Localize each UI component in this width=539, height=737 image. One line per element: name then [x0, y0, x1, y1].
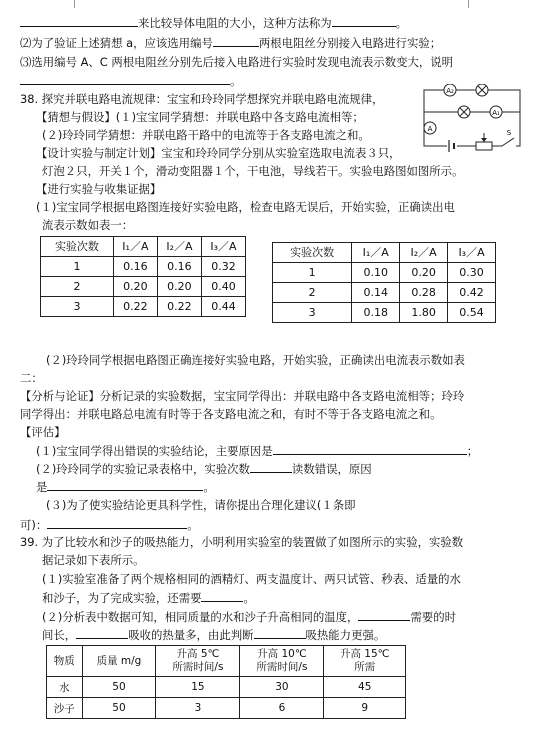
column-header: I₃／A [448, 243, 496, 263]
margin-mark [74, 0, 75, 8]
table-cell: 9 [324, 698, 406, 719]
ammeter-a [424, 122, 436, 134]
table-header-row [273, 243, 496, 263]
text-line: 来比较导体电阻的大小，这种方法称为 。 [20, 14, 407, 31]
column-header: I₂／A [400, 243, 448, 263]
table-cell: 3 [156, 698, 240, 719]
table-cell: 30 [240, 677, 324, 698]
text-line: 可)： 。 [20, 518, 199, 532]
column-header: I₁／A [113, 237, 157, 257]
data-table-1 [40, 236, 246, 317]
text-line: 【评估】 [20, 425, 66, 439]
table-cell: 水 [47, 677, 83, 698]
margin-mark [468, 0, 469, 8]
table-row [273, 303, 496, 323]
table-cell: 0.20 [400, 263, 448, 283]
text-line: (１)宝宝同学根据电路图连接好实验电路，检查电路无误后，开始实验，正确读出电 [36, 200, 455, 214]
table-cell: 3 [41, 297, 114, 317]
table-cell: 0.28 [400, 283, 448, 303]
table-cell: 0.42 [448, 283, 496, 303]
svg-text:A: A [427, 125, 433, 133]
text-line: (２)分析表中数据可知，相同质量的水和沙子升高相同的温度， 需要的时 [42, 610, 457, 624]
text-line: 同学得出：并联电路总电流有时等于各支路电流之和，有时不等于各支路电流之和。 [20, 407, 442, 421]
answer-blank[interactable] [47, 478, 203, 491]
table-cell: 0.54 [448, 303, 496, 323]
text-line: (２)玲玲同学的实验记录表格中，实验次数 读数错误，原因 [36, 462, 372, 476]
table-cell: 0.20 [157, 277, 201, 297]
table-row [273, 283, 496, 303]
table-cell: 0.22 [113, 297, 157, 317]
answer-blank[interactable] [213, 34, 259, 47]
column-header: 物质 [47, 646, 83, 677]
table-cell: 1.80 [400, 303, 448, 323]
answer-blank[interactable] [273, 442, 467, 455]
table-cell: 2 [273, 283, 352, 303]
table-cell: 2 [41, 277, 114, 297]
svg-text:A₁: A₁ [492, 109, 500, 117]
column-header: I₃／A [201, 237, 245, 257]
text-line: 【设计实验与制定计划】宝宝和玲玲同学分别从实验室选取电流表３只， [36, 146, 401, 160]
column-header: 升高 15℃ 所需 [324, 646, 406, 677]
text-line: 【分析与论证】分析记录的实验数据，宝宝同学得出：并联电路中各支路电流相等；玲玲 [20, 389, 465, 403]
table-cell: 0.16 [157, 257, 201, 277]
data-table-3 [46, 645, 406, 719]
table-cell: 0.44 [201, 297, 245, 317]
text-line: 灯泡２只，开关１个，滑动变阻器１个，干电池，导线若干。实验电路图如图所示。 [42, 164, 464, 178]
table-cell: 1 [41, 257, 114, 277]
text-line: 二： [20, 371, 43, 385]
circuit-diagram [420, 84, 524, 156]
table-cell: 1 [273, 263, 352, 283]
question-38-text: 38. 探究并联电路电流规律：宝宝和玲玲同学想探究并联电路电流规律， [20, 92, 384, 106]
column-header: 实验次数 [41, 237, 114, 257]
text-line: 间长， 吸收的热量多，由此判断 吸热能力更强。 [42, 628, 386, 642]
table-row [41, 277, 246, 297]
table-cell: 45 [324, 677, 406, 698]
text-line: 据记录如下表所示。 [42, 553, 145, 567]
text-line: (１)宝宝同学得出错误的实验结论，主要原因是 ； [36, 444, 479, 458]
table-row [41, 257, 246, 277]
text-line: (１)实验室准备了两个规格相同的酒精灯、两支温度计、两只试管、秒表、适量的水 [42, 572, 461, 586]
ammeter-a2 [444, 84, 456, 96]
text-line: 【猜想与假设】(１)宝宝同学猜想：并联电路中各支路电流相等； [36, 110, 364, 124]
column-header: 升高 10℃ 所需时间/s [240, 646, 324, 677]
table-cell: 50 [82, 698, 156, 719]
column-header: 实验次数 [273, 243, 352, 263]
text-line: 【进行实验与收集证据】 [36, 182, 162, 196]
svg-text:A₂: A₂ [446, 87, 454, 95]
data-table-2 [272, 242, 496, 323]
text-line: 是 。 [36, 480, 215, 494]
table-cell: 0.22 [157, 297, 201, 317]
table-cell: 0.20 [113, 277, 157, 297]
answer-blank[interactable] [76, 626, 128, 639]
rheostat-icon [476, 133, 492, 150]
text-line: ⑵为了验证上述猜想 a，应该选用编号 两根电阻丝分别接入电路进行实验； [20, 36, 442, 50]
text-line: 流表示数如表一： [42, 218, 134, 232]
table-row [47, 677, 406, 698]
table-row [47, 698, 406, 719]
table-cell: 0.32 [201, 257, 245, 277]
table-cell: 6 [240, 698, 324, 719]
lamp-icon [458, 106, 470, 118]
table-header-row [47, 646, 406, 677]
table-cell: 50 [82, 677, 156, 698]
question-39-text: 39. 为了比较水和沙子的吸热能力，小明利用实验室的装置做了如图所示的实验，实验数 [20, 535, 464, 549]
table-cell: 沙子 [47, 698, 83, 719]
table-cell: 0.14 [352, 283, 400, 303]
table-cell: 3 [273, 303, 352, 323]
table-cell: 0.10 [352, 263, 400, 283]
answer-blank[interactable] [20, 72, 230, 85]
text-line: (２)玲玲同学根据电路图正确连接好实验电路，开始实验，正确读出电流表示数如表 [46, 353, 465, 367]
text-line: (２)玲玲同学猜想：并联电路干路中的电流等于各支路电流之和。 [42, 128, 370, 142]
answer-blank[interactable] [20, 14, 138, 27]
table-cell: 15 [156, 677, 240, 698]
lamp-icon [476, 84, 488, 96]
table-row [41, 297, 246, 317]
answer-blank[interactable] [332, 14, 396, 27]
table-row [273, 263, 496, 283]
table-cell: 0.30 [448, 263, 496, 283]
battery-icon [447, 140, 457, 152]
column-header: 质量 m/g [82, 646, 156, 677]
text-line: 。 [20, 72, 241, 89]
svg-text:S: S [506, 129, 512, 137]
switch-icon [502, 129, 516, 150]
answer-blank[interactable] [254, 626, 306, 639]
column-header: I₂／A [157, 237, 201, 257]
circuit-wire [424, 90, 520, 146]
table-cell: 0.16 [113, 257, 157, 277]
answer-blank[interactable] [201, 589, 243, 602]
table-cell: 0.40 [201, 277, 245, 297]
column-header: 升高 5℃ 所需时间/s [156, 646, 240, 677]
table-header-row [41, 237, 246, 257]
answer-blank[interactable] [47, 516, 187, 529]
text-line: 和沙子，为了完成实验，还需要 。 [42, 591, 255, 605]
table-cell: 0.18 [352, 303, 400, 323]
column-header: I₁／A [352, 243, 400, 263]
answer-blank[interactable] [250, 460, 292, 473]
text-line: ⑶选用编号 A、C 两根电阻丝分别先后接入电路进行实验时发现电流表示数变大，说明 [20, 55, 454, 69]
answer-blank[interactable] [358, 608, 410, 621]
text-line: (３)为了使实验结论更具科学性，请你提出合理化建议(１条即 [46, 498, 356, 512]
ammeter-a1 [490, 106, 502, 118]
